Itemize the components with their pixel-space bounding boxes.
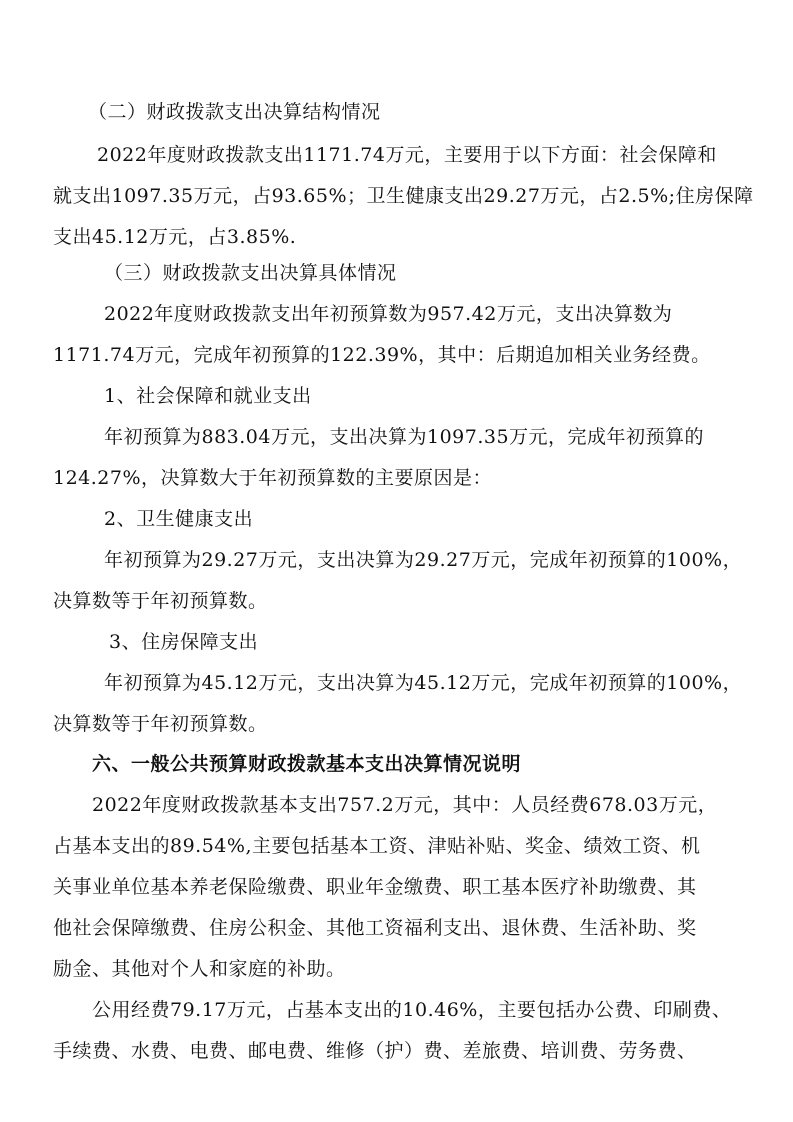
section-heading-basic-expenditure: 六、一般公共预算财政拨款基本支出决算情况说明 bbox=[92, 753, 522, 775]
paragraph-line: 2022年度财政拨款支出年初预算数为957.42万元，支出决算数为 bbox=[104, 303, 673, 325]
paragraph-line: 关事业单位基本养老保险缴费、职业年金缴费、职工基本医疗补助缴费、其 bbox=[53, 876, 697, 898]
paragraph-line: 公用经费79.17万元，占基本支出的10.46%，主要包括办公费、印刷费、 bbox=[92, 999, 732, 1021]
paragraph-line: 支出45.12万元，占3.85%. bbox=[53, 226, 297, 248]
paragraph-line: 2022年度财政拨款基本支出757.2万元，其中：人员经费678.03万元， bbox=[92, 794, 718, 816]
paragraph-line: 励金、其他对个人和家庭的补助。 bbox=[53, 958, 346, 980]
subsection-heading-health: 2、卫生健康支出 bbox=[104, 508, 254, 530]
paragraph-line: 年初预算为45.12万元，支出决算为45.12万元，完成年初预算的100%， bbox=[104, 672, 743, 694]
paragraph-line: 1171.74万元，完成年初预算的122.39%，其中：后期追加相关业务经费。 bbox=[53, 344, 711, 366]
paragraph-line: 就支出1097.35万元，占93.65%；卫生健康支出29.27万元，占2.5%;住房保障 bbox=[53, 185, 754, 207]
paragraph-line: 年初预算为29.27万元，支出决算为29.27万元，完成年初预算的100%， bbox=[104, 549, 743, 571]
paragraph-line: 年初预算为883.04万元，支出决算为1097.35万元，完成年初预算的 bbox=[104, 426, 705, 448]
paragraph-line: 他社会保障缴费、住房公积金、其他工资福利支出、退休费、生活补助、奖 bbox=[53, 917, 697, 939]
subsection-heading-housing: 3、住房保障支出 bbox=[109, 631, 259, 653]
paragraph-line: 决算数等于年初预算数。 bbox=[53, 713, 268, 735]
paragraph-line: 占基本支出的89.54%,主要包括基本工资、津贴补贴、奖金、绩效工资、机 bbox=[53, 835, 701, 857]
section-heading-expenditure-structure: （二）财政拨款支出决算结构情况 bbox=[88, 101, 381, 123]
subsection-heading-social-security: 1、社会保障和就业支出 bbox=[104, 385, 312, 407]
paragraph-line: 124.27%，决算数大于年初预算数的主要原因是： bbox=[53, 467, 493, 489]
paragraph-line: 手续费、水费、电费、邮电费、维修（护）费、差旅费、培训费、劳务费、 bbox=[53, 1040, 697, 1062]
paragraph-line: 决算数等于年初预算数。 bbox=[53, 590, 268, 612]
paragraph-line: 2022年度财政拨款支出1171.74万元，主要用于以下方面：社会保障和 bbox=[97, 144, 717, 166]
section-heading-expenditure-details: （三）财政拨款支出决算具体情况 bbox=[104, 262, 397, 284]
